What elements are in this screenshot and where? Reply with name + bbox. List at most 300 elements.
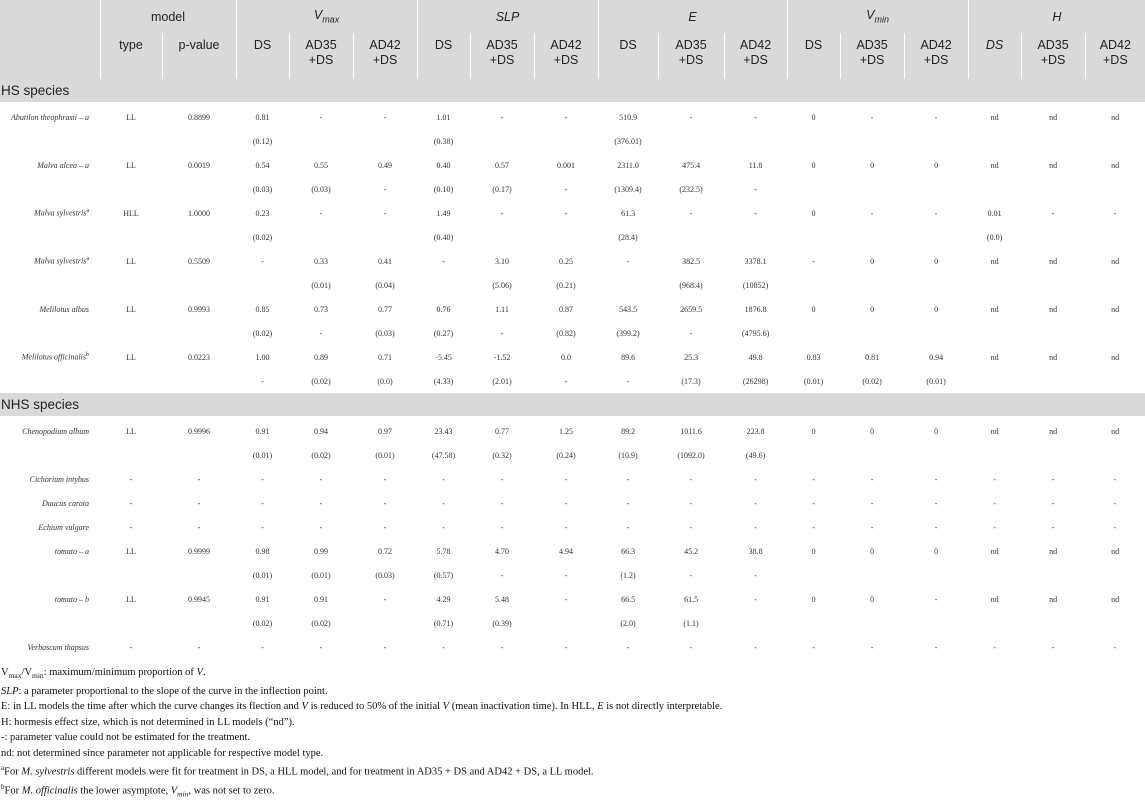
value-cell: - [500, 208, 504, 218]
table-row [0, 635, 1145, 659]
value-cell: - [754, 112, 757, 122]
value-cell: 66.5 [621, 594, 636, 604]
value-cell: 0.49 [378, 160, 393, 170]
se-cell [470, 225, 534, 249]
value-cell: - [383, 642, 387, 652]
species-cell: Malva sylvestris$^a$ [34, 208, 89, 218]
se-cell [534, 225, 598, 249]
value-cell: - [383, 474, 387, 484]
value-cell: - [934, 474, 938, 484]
se-cell: (4795.6) [741, 328, 770, 338]
se-cell: (0.24) [556, 450, 576, 460]
value-cell: 0.83 [806, 352, 821, 362]
empty-cell [0, 611, 100, 635]
section-title: NHS species [0, 393, 1145, 416]
value-cell: - [626, 498, 630, 508]
value-cell: - [1113, 208, 1117, 218]
value-cell: - [689, 522, 693, 532]
se-cell: (0.03) [375, 328, 395, 338]
se-cell [787, 611, 840, 635]
subheader-vmin-ad35: AD35 +DS [840, 33, 904, 79]
value-cell: 0.01 [987, 208, 1002, 218]
subheader-pvalue: p-value [162, 33, 236, 79]
value-cell: 0.97 [378, 426, 393, 436]
species-cell: Chenopodium album [22, 426, 89, 436]
se-cell: (0.0) [377, 376, 393, 386]
value-cell: nd [990, 256, 999, 266]
value-cell: 1.01 [436, 112, 451, 122]
se-cell [787, 129, 840, 153]
value-cell: - [993, 522, 996, 532]
value-cell: 0.94 [929, 352, 944, 362]
empty-cell [100, 129, 162, 153]
value-cell: 0.54 [255, 160, 270, 170]
value-cell: nd [1111, 256, 1120, 266]
value-cell: - [754, 474, 757, 484]
value-cell: 23.43 [434, 426, 453, 436]
table-row [0, 345, 1145, 369]
value-cell: -5.45 [435, 352, 452, 362]
value-cell: 4.70 [495, 546, 510, 556]
empty-cell [0, 563, 100, 587]
subheader-e-ds: DS [598, 33, 658, 79]
se-cell: (0.01) [926, 376, 946, 386]
se-cell [353, 129, 417, 153]
table-row [0, 539, 1145, 563]
se-cell: (0.32) [492, 450, 512, 460]
p-value-cell: 0.8899 [188, 112, 210, 122]
p-value-cell: 0.9996 [188, 426, 210, 436]
value-cell: 61.3 [621, 208, 636, 218]
se-cell: (376.01) [614, 136, 642, 146]
subheader-empty [0, 33, 100, 79]
value-cell: nd [990, 160, 999, 170]
se-cell: (49.6) [745, 450, 766, 460]
se-cell [787, 177, 840, 201]
se-cell: - [689, 328, 693, 338]
value-cell: - [626, 256, 630, 266]
value-cell: 1011.6 [680, 426, 702, 436]
se-cell: (0.03) [375, 570, 395, 580]
se-cell [724, 611, 787, 635]
value-cell: 5.78 [436, 546, 451, 556]
se-cell: (26298) [742, 376, 769, 386]
table-row [0, 105, 1145, 129]
empty-cell [162, 273, 236, 297]
se-cell [1021, 177, 1085, 201]
value-cell: - [689, 642, 693, 652]
value-cell: 49.8 [748, 352, 763, 362]
model-type-cell: LL [126, 352, 136, 362]
model-type-cell: LL [126, 426, 136, 436]
value-cell: 45.2 [684, 546, 699, 556]
se-cell: (232.5) [679, 184, 703, 194]
footnote-nd: nd: not determined since parameter not applicable for respective model type. [1, 747, 324, 759]
se-cell: (0.27) [433, 328, 454, 338]
value-cell: - [1051, 498, 1055, 508]
value-cell: - [564, 208, 568, 218]
subheader-slp-ds: DS [417, 33, 470, 79]
table-row [0, 297, 1145, 321]
value-cell: nd [1049, 546, 1058, 556]
value-cell: 1.00 [255, 352, 270, 362]
value-cell: - [993, 642, 996, 652]
value-cell: - [383, 208, 387, 218]
se-cell [904, 321, 968, 345]
value-cell: 0.33 [314, 256, 329, 266]
p-value-cell: 0.9945 [188, 594, 210, 604]
empty-cell [100, 321, 162, 345]
value-cell: nd [990, 594, 999, 604]
se-cell: - [500, 570, 504, 580]
table-row-se [0, 225, 1145, 249]
subheader-h-ad42: AD42 +DS [1085, 33, 1145, 79]
value-cell: 0.71 [378, 352, 393, 362]
value-cell: 5.48 [495, 594, 510, 604]
se-cell [1021, 563, 1085, 587]
value-cell: - [500, 498, 504, 508]
se-cell [840, 563, 904, 587]
se-cell [1085, 563, 1145, 587]
se-cell [840, 321, 904, 345]
value-cell: - [1113, 522, 1117, 532]
empty-cell [162, 563, 236, 587]
value-cell: - [754, 522, 757, 532]
value-cell: - [812, 474, 815, 484]
value-cell: nd [990, 426, 999, 436]
model-type-cell: LL [126, 112, 136, 122]
p-value-cell: 1.0000 [188, 208, 210, 218]
se-cell [904, 443, 968, 467]
value-cell: 1.25 [559, 426, 574, 436]
se-cell: (17.3) [681, 376, 701, 386]
value-cell: 3378.1 [744, 256, 767, 266]
p-value-cell: 0.9999 [188, 546, 210, 556]
se-cell: - [261, 376, 264, 386]
se-cell [534, 129, 598, 153]
value-cell: - [870, 208, 874, 218]
empty-cell [162, 129, 236, 153]
p-value-cell: 0.9993 [188, 304, 210, 314]
value-cell: - [261, 256, 264, 266]
value-cell: 0.81 [255, 112, 270, 122]
se-cell [840, 225, 904, 249]
value-cell: nd [1111, 160, 1120, 170]
value-cell: 0.41 [378, 256, 393, 266]
value-cell: - [1051, 208, 1055, 218]
value-cell: 0 [934, 426, 939, 436]
value-cell: - [442, 642, 445, 652]
value-cell: 38.8 [748, 546, 763, 556]
value-cell: nd [990, 304, 999, 314]
value-cell: - [261, 522, 264, 532]
se-cell: (1092.0) [677, 450, 705, 460]
value-cell: 0.0 [561, 352, 572, 362]
value-cell: 0.89 [314, 352, 329, 362]
se-cell: - [383, 184, 387, 194]
se-cell [658, 225, 724, 249]
se-cell [968, 177, 1021, 201]
value-cell: 0.55 [314, 160, 329, 170]
p-value-cell: 0.0019 [188, 160, 210, 170]
species-cell: Daucus carota [41, 498, 89, 508]
value-cell: 0 [870, 160, 875, 170]
se-cell [724, 129, 787, 153]
value-cell: 0.87 [559, 304, 574, 314]
header-vmin: $V_{min}$ [787, 0, 968, 33]
se-cell: - [754, 570, 757, 580]
value-cell: 89.6 [621, 352, 636, 362]
value-cell: - [870, 112, 874, 122]
header-empty [0, 0, 100, 33]
value-cell: - [319, 522, 323, 532]
footnote-a: $^a$For M. sylvestris different models were fit for treatment in DS, a HLL model, and for treatment in AD35 + DS and AD42 + DS, a LL model. [1, 764, 594, 778]
value-cell: 0 [870, 426, 875, 436]
se-cell: (0.01) [311, 280, 331, 290]
se-cell: (0.57) [433, 570, 454, 580]
se-cell: (0.01) [375, 450, 395, 460]
table-body [0, 79, 1145, 659]
value-cell: - [500, 112, 504, 122]
value-cell: - [1051, 642, 1055, 652]
p-value-cell: - [197, 642, 201, 652]
se-cell: (4.33) [433, 376, 454, 386]
value-cell: 1.49 [436, 208, 451, 218]
empty-cell [162, 611, 236, 635]
footnote-dash: -: parameter value could not be estimated for the treatment. [1, 732, 250, 744]
species-cell: tomato – a [54, 546, 89, 556]
table-footnotes [0, 659, 1145, 802]
se-cell: (0.71) [433, 618, 454, 628]
se-cell [1021, 129, 1085, 153]
value-cell: - [564, 594, 568, 604]
value-cell: nd [1049, 304, 1058, 314]
subheader-type: type [100, 33, 162, 79]
p-value-cell: 0.0223 [188, 352, 210, 362]
se-cell [968, 369, 1021, 393]
value-cell: - [261, 474, 264, 484]
value-cell: - [870, 522, 874, 532]
value-cell: 1876.8 [744, 304, 767, 314]
header-e: E [598, 0, 787, 33]
value-cell: nd [1049, 112, 1058, 122]
se-cell: - [564, 184, 568, 194]
header-slp: SLP [417, 0, 598, 33]
se-cell [470, 129, 534, 153]
value-cell: - [564, 498, 568, 508]
value-cell: - [689, 498, 693, 508]
subheader-vmax-ds: DS [236, 33, 289, 79]
header-vmax: $V_{max}$ [236, 0, 417, 33]
value-cell: nd [1111, 426, 1120, 436]
value-cell: nd [990, 546, 999, 556]
empty-cell [100, 225, 162, 249]
se-cell [904, 273, 968, 297]
value-cell: - [500, 642, 504, 652]
value-cell: - [870, 498, 874, 508]
value-cell: - [261, 498, 264, 508]
value-cell: 0.40 [436, 160, 451, 170]
se-cell [787, 321, 840, 345]
se-cell: (0.02) [311, 450, 331, 460]
table-row-se [0, 563, 1145, 587]
value-cell: nd [1049, 594, 1058, 604]
empty-cell [0, 129, 100, 153]
value-cell: 66.3 [621, 546, 636, 556]
table-row-se [0, 611, 1145, 635]
se-cell: (0.17) [492, 184, 512, 194]
value-cell: 0.99 [314, 546, 329, 556]
value-cell: 61.5 [684, 594, 699, 604]
se-cell [598, 273, 658, 297]
value-cell: - [1113, 474, 1117, 484]
se-cell [787, 273, 840, 297]
value-cell: - [442, 498, 445, 508]
model-type-cell: LL [126, 160, 136, 170]
se-cell [1021, 321, 1085, 345]
value-cell: - [1051, 474, 1055, 484]
empty-cell [162, 443, 236, 467]
se-cell: (1.1) [683, 618, 699, 628]
se-cell: - [319, 328, 323, 338]
value-cell: 0 [934, 160, 939, 170]
empty-cell [162, 369, 236, 393]
se-cell [353, 225, 417, 249]
se-cell [1085, 321, 1145, 345]
se-cell [840, 177, 904, 201]
table-row-se [0, 129, 1145, 153]
value-cell: 0 [934, 304, 939, 314]
model-type-cell: - [129, 522, 133, 532]
footnote-slp: SLP: a parameter proportional to the slope of the curve in the inflection point. [1, 685, 328, 697]
value-cell: - [383, 112, 387, 122]
value-cell: 3.10 [495, 256, 510, 266]
se-cell [1085, 177, 1145, 201]
model-type-cell: LL [126, 594, 136, 604]
value-cell: - [870, 642, 874, 652]
value-cell: 0 [811, 426, 816, 436]
subheader-h-ds: DS [968, 33, 1021, 79]
se-cell: (0.0) [986, 232, 1003, 242]
table-row [0, 491, 1145, 515]
table-row-se [0, 273, 1145, 297]
value-cell: nd [1111, 112, 1120, 122]
section-row-hs [0, 79, 1145, 102]
se-cell [289, 129, 353, 153]
model-type-cell: - [129, 642, 133, 652]
se-cell: (0.01) [252, 450, 273, 460]
se-cell [968, 563, 1021, 587]
se-cell [534, 611, 598, 635]
value-cell: nd [990, 352, 999, 362]
se-cell: (0.03) [311, 184, 331, 194]
value-cell: 0.77 [378, 304, 393, 314]
se-cell [904, 611, 968, 635]
se-cell: (0.40) [433, 232, 454, 242]
value-cell: - [319, 208, 323, 218]
se-cell: (28.4) [618, 232, 638, 242]
subheader-vmin-ds: DS [787, 33, 840, 79]
model-type-cell: LL [126, 304, 136, 314]
value-cell: - [689, 112, 693, 122]
subheader-e-ad35: AD35 +DS [658, 33, 724, 79]
se-cell [787, 443, 840, 467]
value-cell: - [442, 256, 445, 266]
species-cell: Abutilon theophrasti – a [11, 112, 89, 122]
table-row-se [0, 321, 1145, 345]
value-cell: - [319, 498, 323, 508]
value-cell: - [383, 594, 387, 604]
value-cell: - [870, 474, 874, 484]
value-cell: - [754, 208, 757, 218]
se-cell [1085, 273, 1145, 297]
value-cell: - [993, 498, 996, 508]
empty-cell [0, 443, 100, 467]
section-title: HS species [0, 79, 1145, 102]
value-cell: - [500, 522, 504, 532]
se-cell: (1.2) [620, 570, 636, 580]
value-cell: 0.91 [255, 594, 270, 604]
p-value-cell: - [197, 498, 201, 508]
value-cell: - [934, 522, 938, 532]
se-cell: (0.38) [433, 136, 454, 146]
value-cell: - [442, 522, 445, 532]
section-row-nhs [0, 393, 1145, 416]
model-type-cell: LL [126, 546, 136, 556]
table-row-se [0, 443, 1145, 467]
se-cell: (0.04) [375, 280, 395, 290]
empty-cell [100, 443, 162, 467]
se-cell: (0.02) [311, 376, 331, 386]
value-cell: 475.4 [682, 160, 701, 170]
value-cell: 0.81 [865, 352, 880, 362]
se-cell: (968.4) [679, 280, 703, 290]
se-cell: (0.10) [433, 184, 454, 194]
se-cell [968, 611, 1021, 635]
value-cell: - [1051, 522, 1055, 532]
se-cell [1021, 611, 1085, 635]
value-cell: 0.72 [378, 546, 393, 556]
se-cell [236, 273, 289, 297]
table-header [0, 0, 1145, 79]
se-cell: (0.02) [252, 618, 273, 628]
empty-cell [0, 369, 100, 393]
se-cell [787, 225, 840, 249]
subheader-vmax-ad35: AD35 +DS [289, 33, 353, 79]
se-cell [968, 273, 1021, 297]
value-cell: - [934, 642, 938, 652]
value-cell: 0.98 [255, 546, 270, 556]
value-cell: 0 [870, 256, 875, 266]
se-cell [1021, 443, 1085, 467]
se-cell [658, 129, 724, 153]
table-row [0, 467, 1145, 491]
se-cell: (1309.4) [614, 184, 642, 194]
se-cell [904, 177, 968, 201]
se-cell: (0.02) [862, 376, 882, 386]
subheader-vmin-ad42: AD42 +DS [904, 33, 968, 79]
value-cell: - [993, 474, 996, 484]
empty-cell [162, 321, 236, 345]
value-cell: nd [1049, 352, 1058, 362]
se-cell: (0.39) [492, 618, 512, 628]
model-type-cell: - [129, 474, 133, 484]
se-cell: (5.06) [492, 280, 512, 290]
table-row [0, 201, 1145, 225]
value-cell: nd [1049, 160, 1058, 170]
value-cell: 25.3 [684, 352, 699, 362]
value-cell: 382.5 [682, 256, 701, 266]
